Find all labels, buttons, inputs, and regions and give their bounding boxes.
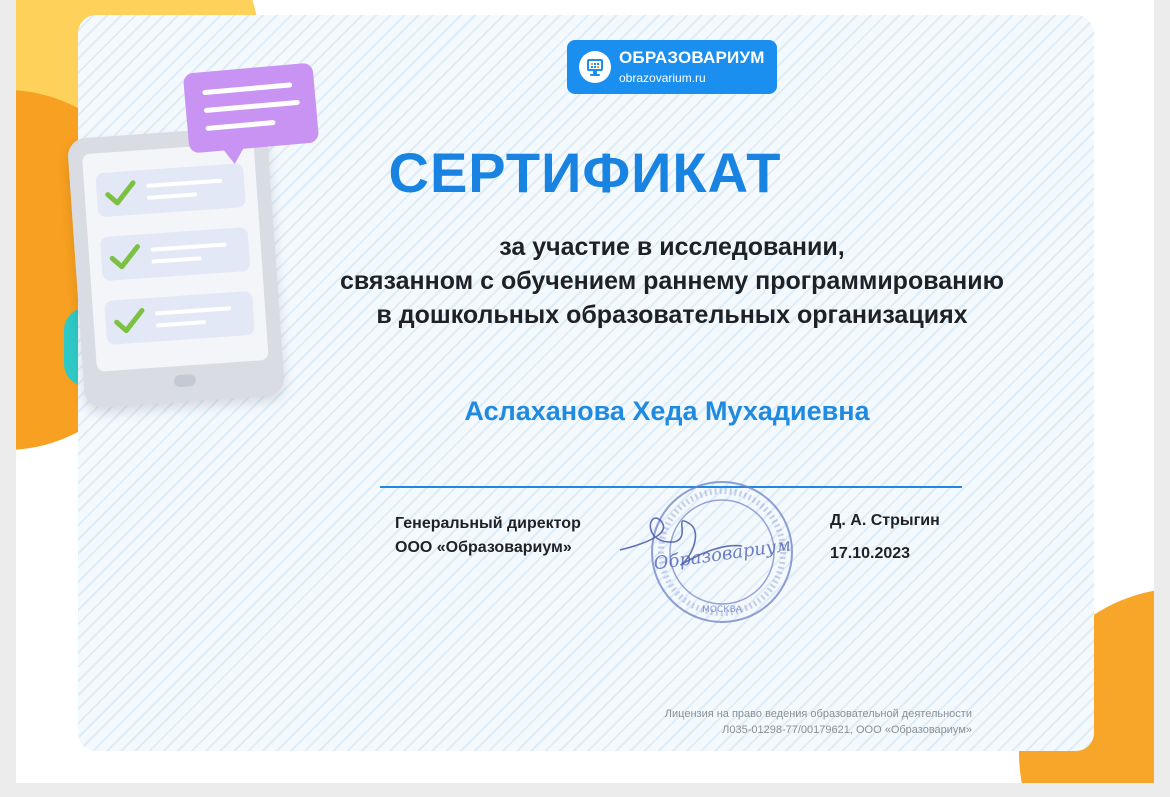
signer-name: Д. А. Стрыгин bbox=[830, 512, 940, 529]
recipient-name: Аслаханова Хеда Мухадиевна bbox=[464, 396, 870, 426]
stamp-city: МОСКВА bbox=[702, 605, 742, 615]
license-number: Л035-01298-77/00179621, ООО «Образовариум» bbox=[722, 724, 972, 736]
monitor-logo-icon bbox=[579, 51, 611, 83]
subtitle-line: в дошкольных образовательных организациях bbox=[376, 301, 968, 329]
logo-url: obrazovarium.ru bbox=[619, 71, 706, 85]
certificate-subtitle bbox=[0, 230, 1170, 332]
company-line: ООО «Образовариум» bbox=[395, 539, 572, 556]
company-stamp bbox=[612, 472, 802, 632]
logo-name: ОБРАЗОВАРИУМ bbox=[619, 48, 765, 67]
brand-logo bbox=[567, 40, 777, 94]
subtitle-line: связанном с обучением раннему программированию bbox=[339, 267, 1004, 295]
subtitle-line: за участие в исследовании, bbox=[499, 233, 845, 261]
tablet-home-button bbox=[174, 374, 197, 388]
signer-role bbox=[395, 512, 581, 560]
license-info bbox=[600, 706, 972, 738]
stamp-center-text: Образовариум bbox=[652, 534, 793, 575]
certificate-title: СЕРТИФИКАТ bbox=[388, 141, 782, 204]
role-line: Генеральный директор bbox=[395, 515, 581, 532]
issue-date: 17.10.2023 bbox=[830, 545, 911, 562]
license-line: Лицензия на право ведения образовательной деятельности bbox=[664, 708, 972, 720]
